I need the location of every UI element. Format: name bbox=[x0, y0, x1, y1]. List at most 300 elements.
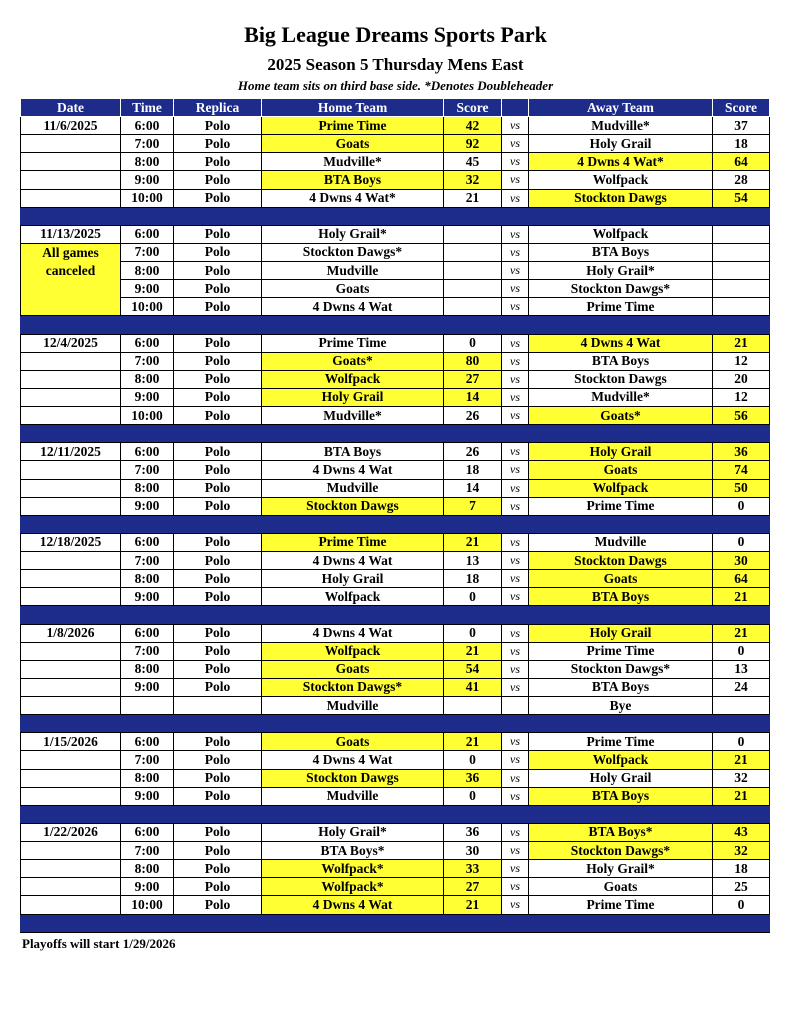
game-row bbox=[21, 298, 770, 316]
home-team: Mudville bbox=[262, 262, 444, 280]
vs-label: vs bbox=[502, 533, 529, 551]
home-team: 4 Dwns 4 Wat bbox=[262, 624, 444, 642]
away-team: Goats bbox=[529, 570, 713, 588]
home-team: Prime Time bbox=[262, 334, 444, 352]
home-score bbox=[444, 262, 502, 280]
separator-cell bbox=[262, 914, 444, 933]
game-row bbox=[21, 570, 770, 588]
game-row bbox=[21, 678, 770, 696]
vs-label: vs bbox=[502, 642, 529, 660]
game-time: 8:00 bbox=[121, 860, 174, 878]
col-header-away-team: Away Team bbox=[529, 99, 713, 117]
game-time: 10:00 bbox=[121, 896, 174, 914]
game-time: 10:00 bbox=[121, 298, 174, 316]
separator-cell bbox=[529, 207, 713, 225]
away-score: 30 bbox=[713, 552, 770, 570]
separator-cell bbox=[121, 425, 174, 443]
col-header-away-score: Score bbox=[713, 99, 770, 117]
game-date: 11/6/2025 bbox=[21, 117, 121, 135]
home-score: 18 bbox=[444, 461, 502, 479]
game-field: Polo bbox=[174, 262, 262, 280]
game-date: 1/15/2026 bbox=[21, 733, 121, 751]
home-score: 0 bbox=[444, 624, 502, 642]
home-score: 36 bbox=[444, 769, 502, 787]
away-team: BTA Boys bbox=[529, 352, 713, 370]
away-score: 74 bbox=[713, 461, 770, 479]
home-score: 0 bbox=[444, 787, 502, 805]
game-field: Polo bbox=[174, 334, 262, 352]
vs-label: vs bbox=[502, 497, 529, 515]
away-team: Stockton Dawgs bbox=[529, 370, 713, 388]
vs-label: vs bbox=[502, 588, 529, 606]
game-time: 7:00 bbox=[121, 642, 174, 660]
page-title: Big League Dreams Sports Park bbox=[244, 22, 547, 47]
game-row bbox=[21, 769, 770, 787]
game-time: 9:00 bbox=[121, 588, 174, 606]
away-score bbox=[713, 280, 770, 298]
away-score: 18 bbox=[713, 860, 770, 878]
col-header-time: Time bbox=[121, 99, 174, 117]
separator-cell bbox=[529, 914, 713, 933]
game-row bbox=[21, 225, 770, 243]
separator-cell bbox=[502, 207, 529, 225]
game-field: Polo bbox=[174, 171, 262, 189]
separator-cell bbox=[121, 207, 174, 225]
week-separator bbox=[21, 606, 770, 624]
away-score: 50 bbox=[713, 479, 770, 497]
home-score: 18 bbox=[444, 570, 502, 588]
game-row bbox=[21, 497, 770, 515]
away-team: Mudville* bbox=[529, 117, 713, 135]
away-score: 64 bbox=[713, 570, 770, 588]
away-team: 4 Dwns 4 Wat* bbox=[529, 153, 713, 171]
game-field: Polo bbox=[174, 479, 262, 497]
game-field: Polo bbox=[174, 842, 262, 860]
away-team: Stockton Dawgs* bbox=[529, 280, 713, 298]
separator-cell bbox=[21, 515, 121, 533]
vs-label: vs bbox=[502, 443, 529, 461]
separator-cell bbox=[502, 425, 529, 443]
game-time: 7:00 bbox=[121, 552, 174, 570]
vs-label: vs bbox=[502, 896, 529, 914]
game-field: Polo bbox=[174, 243, 262, 261]
game-field: Polo bbox=[174, 225, 262, 243]
game-row bbox=[21, 552, 770, 570]
vs-label: vs bbox=[502, 352, 529, 370]
game-row bbox=[21, 262, 770, 280]
separator-cell bbox=[174, 425, 262, 443]
away-score: 20 bbox=[713, 370, 770, 388]
home-score: 21 bbox=[444, 533, 502, 551]
game-row bbox=[21, 896, 770, 914]
game-field: Polo bbox=[174, 443, 262, 461]
away-team: Prime Time bbox=[529, 298, 713, 316]
game-row bbox=[21, 660, 770, 678]
game-row bbox=[21, 334, 770, 352]
game-time: 8:00 bbox=[121, 370, 174, 388]
game-field: Polo bbox=[174, 280, 262, 298]
col-header-home-score: Score bbox=[444, 99, 502, 117]
col-header-replica: Replica bbox=[174, 99, 262, 117]
game-row bbox=[21, 823, 770, 841]
vs-label: vs bbox=[502, 117, 529, 135]
away-team: Prime Time bbox=[529, 497, 713, 515]
vs-label: vs bbox=[502, 823, 529, 841]
game-time: 9:00 bbox=[121, 171, 174, 189]
game-time: 7:00 bbox=[121, 842, 174, 860]
game-field: Polo bbox=[174, 878, 262, 896]
separator-cell bbox=[713, 914, 770, 933]
game-field: Polo bbox=[174, 135, 262, 153]
game-date-empty bbox=[21, 153, 121, 171]
away-team: Stockton Dawgs bbox=[529, 189, 713, 207]
away-team: BTA Boys* bbox=[529, 823, 713, 841]
home-score: 45 bbox=[444, 153, 502, 171]
vs-label: vs bbox=[502, 842, 529, 860]
separator-cell bbox=[262, 515, 444, 533]
vs-label: vs bbox=[502, 171, 529, 189]
game-field: Polo bbox=[174, 370, 262, 388]
away-team: Prime Time bbox=[529, 896, 713, 914]
home-team: BTA Boys bbox=[262, 443, 444, 461]
away-score: 32 bbox=[713, 769, 770, 787]
away-team: Wolfpack bbox=[529, 751, 713, 769]
separator-cell bbox=[502, 715, 529, 733]
game-row bbox=[21, 842, 770, 860]
game-date: 12/4/2025 bbox=[21, 334, 121, 352]
separator-cell bbox=[21, 207, 121, 225]
game-row bbox=[21, 243, 770, 261]
home-score bbox=[444, 243, 502, 261]
away-score bbox=[713, 262, 770, 280]
game-date-empty bbox=[21, 769, 121, 787]
vs-label: vs bbox=[502, 751, 529, 769]
game-time: 6:00 bbox=[121, 334, 174, 352]
game-row bbox=[21, 697, 770, 715]
home-team: Goats bbox=[262, 280, 444, 298]
home-team: 4 Dwns 4 Wat bbox=[262, 896, 444, 914]
vs-label: vs bbox=[502, 388, 529, 406]
home-team: Mudville* bbox=[262, 153, 444, 171]
separator-cell bbox=[121, 515, 174, 533]
game-row bbox=[21, 624, 770, 642]
away-score: 12 bbox=[713, 388, 770, 406]
home-score: 33 bbox=[444, 860, 502, 878]
game-time: 9:00 bbox=[121, 497, 174, 515]
home-score: 21 bbox=[444, 189, 502, 207]
away-score: 28 bbox=[713, 171, 770, 189]
week-separator bbox=[21, 515, 770, 533]
home-score bbox=[444, 298, 502, 316]
game-field: Polo bbox=[174, 769, 262, 787]
game-field: Polo bbox=[174, 552, 262, 570]
game-date: 12/18/2025 bbox=[21, 533, 121, 551]
away-score: 0 bbox=[713, 497, 770, 515]
vs-label: vs bbox=[502, 370, 529, 388]
game-field: Polo bbox=[174, 497, 262, 515]
week-separator bbox=[21, 207, 770, 225]
home-score: 36 bbox=[444, 823, 502, 841]
game-time: 8:00 bbox=[121, 769, 174, 787]
separator-cell bbox=[502, 606, 529, 624]
game-date-empty bbox=[21, 370, 121, 388]
separator-cell bbox=[529, 425, 713, 443]
separator-cell bbox=[262, 606, 444, 624]
game-row bbox=[21, 407, 770, 425]
home-score bbox=[444, 280, 502, 298]
game-time: 6:00 bbox=[121, 443, 174, 461]
away-team: Holy Grail bbox=[529, 769, 713, 787]
page-subtitle: 2025 Season 5 Thursday Mens East bbox=[267, 55, 524, 74]
game-row bbox=[21, 370, 770, 388]
home-team: Goats bbox=[262, 660, 444, 678]
separator-cell bbox=[121, 316, 174, 334]
game-time: 9:00 bbox=[121, 787, 174, 805]
game-time: 8:00 bbox=[121, 479, 174, 497]
game-date-empty bbox=[21, 697, 121, 715]
separator-cell bbox=[713, 805, 770, 823]
separator-cell bbox=[21, 914, 121, 933]
game-row bbox=[21, 751, 770, 769]
game-field: Polo bbox=[174, 352, 262, 370]
away-score bbox=[713, 298, 770, 316]
game-row bbox=[21, 860, 770, 878]
home-team: Mudville* bbox=[262, 407, 444, 425]
home-score bbox=[444, 697, 502, 715]
game-time: 7:00 bbox=[121, 243, 174, 261]
home-score: 26 bbox=[444, 407, 502, 425]
game-date-empty bbox=[21, 896, 121, 914]
game-time: 6:00 bbox=[121, 823, 174, 841]
away-score: 21 bbox=[713, 624, 770, 642]
separator-cell bbox=[262, 425, 444, 443]
home-score: 26 bbox=[444, 443, 502, 461]
game-time: 7:00 bbox=[121, 352, 174, 370]
vs-label: vs bbox=[502, 225, 529, 243]
game-row bbox=[21, 153, 770, 171]
separator-cell bbox=[444, 207, 502, 225]
game-field: Polo bbox=[174, 117, 262, 135]
game-date-empty bbox=[21, 189, 121, 207]
away-score: 18 bbox=[713, 135, 770, 153]
game-date: 11/13/2025 bbox=[21, 225, 121, 243]
separator-cell bbox=[502, 515, 529, 533]
away-team: Stockton Dawgs* bbox=[529, 842, 713, 860]
away-score: 21 bbox=[713, 588, 770, 606]
away-team: Holy Grail bbox=[529, 443, 713, 461]
game-field: Polo bbox=[174, 461, 262, 479]
game-date-empty bbox=[21, 588, 121, 606]
home-team: Wolfpack* bbox=[262, 878, 444, 896]
game-time: 6:00 bbox=[121, 733, 174, 751]
separator-cell bbox=[713, 606, 770, 624]
away-team: Goats bbox=[529, 461, 713, 479]
week-separator bbox=[21, 805, 770, 823]
home-score: 14 bbox=[444, 388, 502, 406]
away-score: 13 bbox=[713, 660, 770, 678]
game-field: Polo bbox=[174, 298, 262, 316]
away-score: 0 bbox=[713, 733, 770, 751]
game-date-empty bbox=[21, 751, 121, 769]
game-row bbox=[21, 642, 770, 660]
game-time: 6:00 bbox=[121, 533, 174, 551]
home-team: Wolfpack bbox=[262, 370, 444, 388]
game-field: Polo bbox=[174, 570, 262, 588]
home-score: 21 bbox=[444, 733, 502, 751]
game-field: Polo bbox=[174, 860, 262, 878]
game-row bbox=[21, 189, 770, 207]
footer-note: Playoffs will start 1/29/2026 bbox=[22, 936, 176, 951]
home-score: 21 bbox=[444, 896, 502, 914]
vs-label: vs bbox=[502, 878, 529, 896]
away-team: BTA Boys bbox=[529, 588, 713, 606]
home-team: Wolfpack bbox=[262, 642, 444, 660]
separator-cell bbox=[21, 316, 121, 334]
away-score: 36 bbox=[713, 443, 770, 461]
separator-cell bbox=[174, 805, 262, 823]
away-score: 24 bbox=[713, 678, 770, 696]
game-date-empty bbox=[21, 642, 121, 660]
game-date-empty bbox=[21, 878, 121, 896]
separator-cell bbox=[502, 316, 529, 334]
away-score: 32 bbox=[713, 842, 770, 860]
table-header-row bbox=[21, 99, 770, 117]
game-row bbox=[21, 280, 770, 298]
separator-cell bbox=[21, 805, 121, 823]
game-date-empty bbox=[21, 497, 121, 515]
home-team: Wolfpack bbox=[262, 588, 444, 606]
game-time: 7:00 bbox=[121, 135, 174, 153]
vs-label: vs bbox=[502, 860, 529, 878]
game-field: Polo bbox=[174, 189, 262, 207]
separator-cell bbox=[444, 606, 502, 624]
home-score: 27 bbox=[444, 878, 502, 896]
vs-label: vs bbox=[502, 678, 529, 696]
game-row bbox=[21, 878, 770, 896]
away-score: 37 bbox=[713, 117, 770, 135]
game-field: Polo bbox=[174, 787, 262, 805]
game-field: Polo bbox=[174, 588, 262, 606]
game-time: 8:00 bbox=[121, 153, 174, 171]
separator-cell bbox=[262, 207, 444, 225]
game-date-empty bbox=[21, 860, 121, 878]
game-row bbox=[21, 388, 770, 406]
game-field: Polo bbox=[174, 388, 262, 406]
away-team: Wolfpack bbox=[529, 171, 713, 189]
away-team: 4 Dwns 4 Wat bbox=[529, 334, 713, 352]
away-team: Prime Time bbox=[529, 733, 713, 751]
home-team: Wolfpack* bbox=[262, 860, 444, 878]
away-score: 21 bbox=[713, 334, 770, 352]
vs-label: vs bbox=[502, 479, 529, 497]
away-team: Stockton Dawgs* bbox=[529, 660, 713, 678]
game-time: 10:00 bbox=[121, 189, 174, 207]
col-header-date: Date bbox=[21, 99, 121, 117]
game-time: 9:00 bbox=[121, 388, 174, 406]
game-time: 6:00 bbox=[121, 225, 174, 243]
game-row bbox=[21, 479, 770, 497]
away-team: Wolfpack bbox=[529, 479, 713, 497]
separator-cell bbox=[529, 515, 713, 533]
away-team: Goats* bbox=[529, 407, 713, 425]
home-team: Stockton Dawgs* bbox=[262, 243, 444, 261]
home-team: 4 Dwns 4 Wat bbox=[262, 461, 444, 479]
away-team: Holy Grail* bbox=[529, 262, 713, 280]
home-team: Mudville bbox=[262, 787, 444, 805]
game-date-empty bbox=[21, 787, 121, 805]
home-score: 0 bbox=[444, 751, 502, 769]
game-row bbox=[21, 533, 770, 551]
game-time: 7:00 bbox=[121, 751, 174, 769]
game-date-empty bbox=[21, 479, 121, 497]
separator-cell bbox=[444, 425, 502, 443]
separator-cell bbox=[262, 805, 444, 823]
separator-cell bbox=[174, 606, 262, 624]
col-header-home-team: Home Team bbox=[262, 99, 444, 117]
away-score: 43 bbox=[713, 823, 770, 841]
vs-label: vs bbox=[502, 733, 529, 751]
game-row bbox=[21, 461, 770, 479]
home-score: 7 bbox=[444, 497, 502, 515]
home-score: 14 bbox=[444, 479, 502, 497]
week-separator bbox=[21, 316, 770, 334]
game-row bbox=[21, 443, 770, 461]
game-time: 9:00 bbox=[121, 678, 174, 696]
week-separator bbox=[21, 914, 770, 933]
game-field: Polo bbox=[174, 896, 262, 914]
separator-cell bbox=[174, 316, 262, 334]
game-field: Polo bbox=[174, 751, 262, 769]
away-score: 0 bbox=[713, 533, 770, 551]
home-team: Mudville bbox=[262, 479, 444, 497]
separator-cell bbox=[21, 425, 121, 443]
home-team: BTA Boys* bbox=[262, 842, 444, 860]
vs-label: vs bbox=[502, 570, 529, 588]
away-team: BTA Boys bbox=[529, 678, 713, 696]
home-score: 32 bbox=[444, 171, 502, 189]
separator-cell bbox=[444, 715, 502, 733]
separator-cell bbox=[262, 715, 444, 733]
game-date-empty bbox=[21, 407, 121, 425]
week-separator bbox=[21, 715, 770, 733]
game-time: 9:00 bbox=[121, 280, 174, 298]
game-time: 8:00 bbox=[121, 660, 174, 678]
vs-label: vs bbox=[502, 769, 529, 787]
home-team: Prime Time bbox=[262, 533, 444, 551]
home-team: 4 Dwns 4 Wat* bbox=[262, 189, 444, 207]
game-date-empty bbox=[21, 678, 121, 696]
home-team: Goats bbox=[262, 135, 444, 153]
game-field: Polo bbox=[174, 624, 262, 642]
home-score: 0 bbox=[444, 334, 502, 352]
home-team: Holy Grail bbox=[262, 388, 444, 406]
away-score: 56 bbox=[713, 407, 770, 425]
home-team: Holy Grail* bbox=[262, 225, 444, 243]
home-team: 4 Dwns 4 Wat bbox=[262, 552, 444, 570]
home-team: Goats* bbox=[262, 352, 444, 370]
game-date-empty bbox=[21, 388, 121, 406]
vs-label: vs bbox=[502, 280, 529, 298]
game-field: Polo bbox=[174, 823, 262, 841]
game-field: Polo bbox=[174, 678, 262, 696]
home-team: Prime Time bbox=[262, 117, 444, 135]
home-score: 13 bbox=[444, 552, 502, 570]
separator-cell bbox=[174, 715, 262, 733]
game-field: Polo bbox=[174, 733, 262, 751]
separator-cell bbox=[121, 805, 174, 823]
away-score: 21 bbox=[713, 787, 770, 805]
game-field bbox=[174, 697, 262, 715]
